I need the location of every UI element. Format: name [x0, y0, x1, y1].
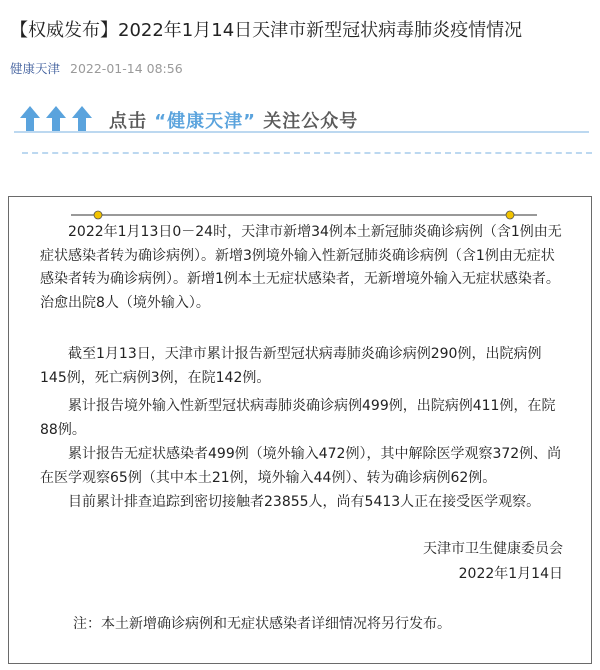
- follow-suffix: 关注公众号: [263, 111, 359, 132]
- article-meta: [10, 59, 183, 77]
- report-paragraph: 累计报告无症状感染者499例（境外输入472例），其中解除医学观察372例、尚在医学观察65例（其中本土21例，境外输入44例）、转为确诊病例62例。: [40, 446, 562, 486]
- report-paragraph: 2022年1月13日0－24时，天津市新增34例本土新冠肺炎确诊病例（含1例由无症状感染者转为确诊病例）。新增3例境外输入性新冠肺炎确诊病例（含1例由无症状感染者转为确诊病例）。新增1例本土无症状感染者，无新增境外输入无症状感染者。治愈出院8人（境外输入）。: [40, 224, 562, 311]
- up-arrows-icon: [18, 104, 98, 134]
- banner-divider: [14, 131, 589, 133]
- report-paragraph: 目前累计排查追踪到密切接触者23855人，尚有5413人正在接受医学观察。: [68, 494, 541, 510]
- follow-banner[interactable]: [14, 98, 594, 160]
- follow-prefix: 点击: [109, 111, 147, 132]
- report-card: [8, 196, 592, 664]
- report-paragraph: 累计报告境外输入性新型冠状病毒肺炎确诊病例499例，出院病例411例，在院88例。: [40, 398, 556, 438]
- article-title: 【权威发布】2022年1月14日天津市新型冠状病毒肺炎疫情情况: [10, 20, 523, 41]
- author-link[interactable]: 健康天津: [10, 61, 61, 76]
- account-name: “健康天津”: [154, 111, 256, 132]
- signature-date: 2022年1月14日: [458, 566, 563, 582]
- issuer-signature: 天津市卫生健康委员会: [423, 541, 563, 557]
- footnote: 注：本土新增确诊病例和无症状感染者详细情况将另行发布。: [73, 616, 451, 632]
- report-paragraph: 截至1月13日，天津市累计报告新型冠状病毒肺炎确诊病例290例，出院病例145例，死亡病例3例，在院142例。: [40, 346, 542, 386]
- follow-text: [109, 107, 358, 133]
- publish-date: 2022-01-14 08:56: [70, 61, 183, 76]
- banner-dashed-divider: [22, 152, 592, 154]
